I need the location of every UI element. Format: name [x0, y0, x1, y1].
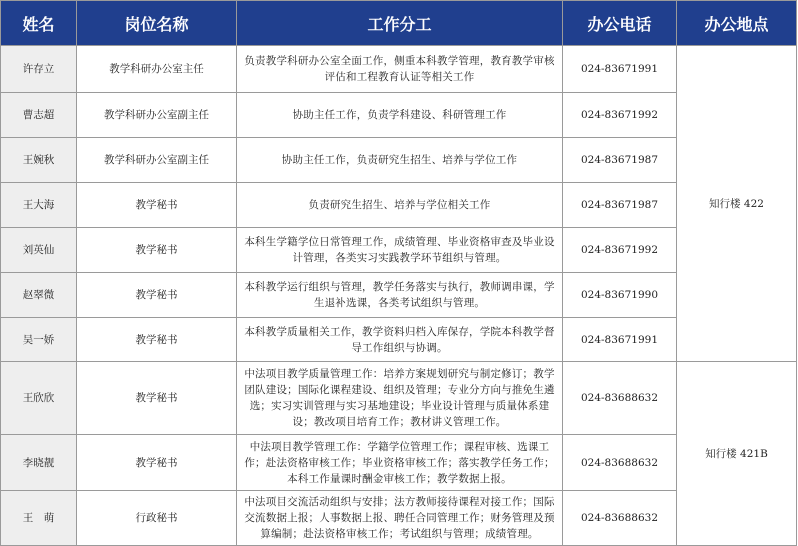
staff-duties: 协助主任工作，负责学科建设、科研管理工作: [237, 93, 563, 138]
staff-phone: 024-83688632: [563, 435, 677, 491]
staff-position: 教学科研办公室主任: [77, 46, 237, 93]
header-duties: 工作分工: [237, 1, 563, 46]
staff-position: 教学科研办公室副主任: [77, 138, 237, 183]
staff-position: 教学秘书: [77, 228, 237, 273]
staff-phone: 024-83688632: [563, 362, 677, 435]
staff-position: 教学秘书: [77, 183, 237, 228]
staff-name: 许存立: [1, 46, 77, 93]
table-row: [1, 362, 797, 435]
staff-name: 吴一娇: [1, 318, 77, 362]
staff-name: 刘英仙: [1, 228, 77, 273]
staff-position: 教学秘书: [77, 318, 237, 362]
staff-phone: 024-83671992: [563, 228, 677, 273]
staff-duties: 中法项目交流活动组织与安排；法方教师接待课程对接工作；国际交流数据上报；人事数据上报、聘任合同管理工作；财务管理及预算编制；赴法资格审核工作；考试组织与管理；成绩管理。: [237, 491, 563, 546]
table-row: [1, 46, 797, 93]
staff-phone: 024-83671987: [563, 183, 677, 228]
staff-duties: 负责研究生招生、培养与学位相关工作: [237, 183, 563, 228]
staff-name: 王 萌: [1, 491, 77, 546]
staff-phone: 024-83671992: [563, 93, 677, 138]
staff-name: 李晓靓: [1, 435, 77, 491]
staff-duties: 本科生学籍学位日常管理工作，成绩管理、毕业资格审查及毕业设计管理，各类实习实践教学环节组织与管理。: [237, 228, 563, 273]
header-name: 姓名: [1, 1, 77, 46]
staff-position: 教学秘书: [77, 362, 237, 435]
staff-position: 教学秘书: [77, 273, 237, 318]
staff-name: 赵翠微: [1, 273, 77, 318]
staff-position: 教学科研办公室副主任: [77, 93, 237, 138]
staff-duties: 本科教学运行组织与管理，教学任务落实与执行，教师调串课，学生退补选课，各类考试组织与管理。: [237, 273, 563, 318]
staff-duties: 本科教学质量相关工作，教学资料归档入库保存，学院本科教学督导工作组织与协调。: [237, 318, 563, 362]
staff-phone: 024-83671991: [563, 318, 677, 362]
staff-name: 王大海: [1, 183, 77, 228]
staff-duties: 协助主任工作，负责研究生招生、培养与学位工作: [237, 138, 563, 183]
staff-duties: 中法项目教学管理工作：学籍学位管理工作；课程审核、选课工作；赴法资格审核工作；毕业资格审核工作；落实教学任务工作；本科工作量课时酬金审核工作；教学数据上报。: [237, 435, 563, 491]
staff-position: 教学秘书: [77, 435, 237, 491]
office-location: 知行楼 422: [677, 46, 797, 362]
office-location: 知行楼 421B: [677, 362, 797, 546]
staff-duties: 中法项目教学质量管理工作：培养方案规划研究与制定修订；教学团队建设；国际化课程建设、组织及管理；专业分方向与推免生遴选；实习实训管理与实习基地建设；毕业设计管理与质量体系建设；教改项目培育工作；教材讲义管理工作。: [237, 362, 563, 435]
header-position: 岗位名称: [77, 1, 237, 46]
staff-name: 曹志超: [1, 93, 77, 138]
staff-name: 王婉秋: [1, 138, 77, 183]
header-phone: 办公电话: [563, 1, 677, 46]
staff-duties: 负责教学科研办公室全面工作，侧重本科教学管理，教育教学审核评估和工程教育认证等相关工作: [237, 46, 563, 93]
staff-name: 王欣欣: [1, 362, 77, 435]
staff-phone: 024-83671987: [563, 138, 677, 183]
staff-phone: 024-83671990: [563, 273, 677, 318]
staff-position: 行政秘书: [77, 491, 237, 546]
header-row: [1, 1, 797, 46]
staff-phone: 024-83688632: [563, 491, 677, 546]
staff-phone: 024-83671991: [563, 46, 677, 93]
header-location: 办公地点: [677, 1, 797, 46]
